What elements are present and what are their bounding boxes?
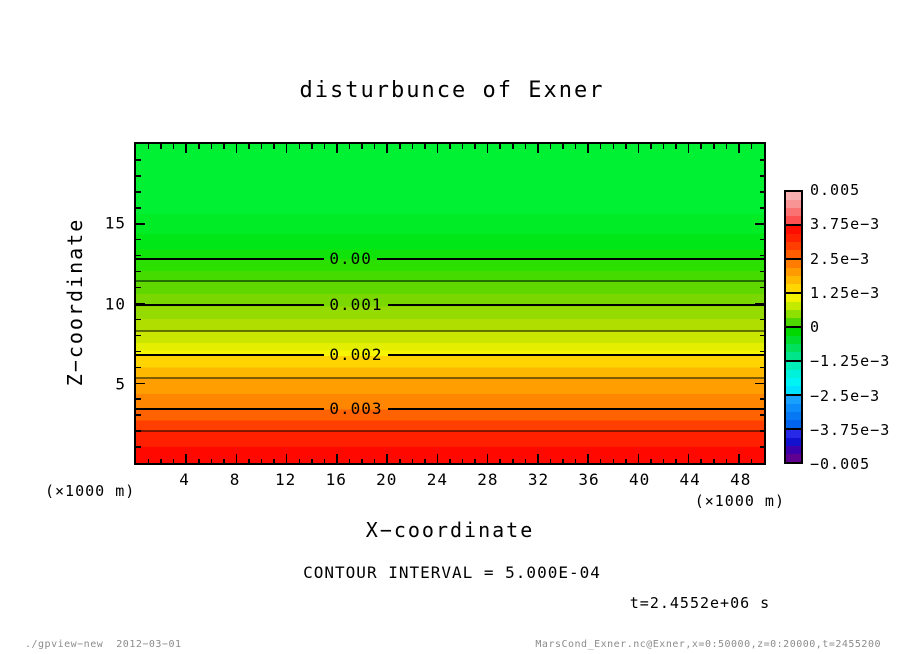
x-minor-tick (424, 459, 426, 464)
x-minor-tick (675, 144, 677, 149)
x-minor-tick (713, 459, 715, 464)
z-minor-tick (136, 319, 141, 321)
x-minor-tick (613, 144, 615, 149)
x-major-tick (688, 454, 690, 463)
z-minor-tick (760, 271, 765, 273)
z-minor-tick (760, 430, 765, 432)
colorbar-color-step (786, 208, 801, 216)
x-minor-tick (160, 459, 162, 464)
x-minor-tick (675, 459, 677, 464)
x-minor-tick (650, 459, 652, 464)
x-minor-tick (311, 144, 313, 149)
z-major-tick (755, 383, 764, 385)
contour-line-segment (136, 431, 764, 432)
z-minor-tick (760, 239, 765, 241)
z-minor-tick (136, 430, 141, 432)
x-minor-tick (374, 459, 376, 464)
x-minor-tick (248, 144, 250, 149)
x-minor-tick (148, 459, 150, 464)
z-minor-tick (760, 159, 765, 161)
x-minor-tick (299, 459, 301, 464)
x-minor-tick (223, 144, 225, 149)
contour-line (136, 431, 764, 432)
z-major-tick (136, 303, 145, 305)
x-minor-tick (700, 144, 702, 149)
x-major-tick (386, 454, 388, 463)
x-tick-label: 32 (527, 470, 550, 489)
x-major-tick (487, 454, 489, 463)
contour-label: 0.003 (329, 398, 383, 418)
x-minor-tick (173, 144, 175, 149)
plot-area (134, 142, 766, 465)
x-minor-tick (512, 144, 514, 149)
colorbar-color-step (786, 250, 801, 258)
contour-label: 0.002 (329, 344, 383, 364)
z-major-tick (136, 383, 145, 385)
x-minor-tick (248, 459, 250, 464)
z-minor-tick (760, 255, 765, 257)
x-minor-tick (273, 459, 275, 464)
colorbar-color-step (786, 396, 801, 404)
x-minor-tick (361, 459, 363, 464)
x-minor-tick (311, 459, 313, 464)
x-minor-tick (600, 459, 602, 464)
contour-line (136, 281, 764, 282)
colorbar-tick-label: −0.005 (810, 455, 871, 473)
z-minor-tick (136, 255, 141, 257)
colorbar-color-step (786, 370, 801, 378)
x-minor-tick (562, 459, 564, 464)
colorbar-segment (786, 294, 801, 328)
z-minor-tick (760, 414, 765, 416)
z-minor-tick (136, 271, 141, 273)
x-tick-label: 40 (628, 470, 651, 489)
colorbar-color-step (786, 454, 801, 462)
x-minor-tick (751, 144, 753, 149)
x-minor-tick (412, 144, 414, 149)
x-major-tick (638, 454, 640, 463)
contour-line (136, 398, 764, 418)
y-tick-label: 10 (104, 294, 126, 313)
x-minor-tick (663, 144, 665, 149)
x-minor-tick (613, 459, 615, 464)
contour-interval-note: CONTOUR INTERVAL = 5.000E-04 (303, 563, 601, 582)
contour-line-segment (388, 304, 764, 306)
colorbar-color-step (786, 216, 801, 224)
x-minor-tick (399, 144, 401, 149)
x-minor-tick (550, 144, 552, 149)
y-tick-label: 5 (115, 374, 126, 394)
colorbar-color-step (786, 344, 801, 352)
chart-title: disturbunce of Exner (299, 78, 605, 103)
colorbar-segment (786, 260, 801, 294)
x-minor-tick (512, 459, 514, 464)
contour-line-segment (136, 304, 324, 306)
time-annotation: t=2.4552e+06 s (629, 594, 771, 612)
x-minor-tick (700, 459, 702, 464)
colorbar-segment (786, 328, 801, 362)
x-minor-tick (449, 144, 451, 149)
x-major-tick (386, 144, 388, 153)
colorbar-tick-label: 1.25e−3 (810, 283, 881, 302)
colorbar-color-step (786, 318, 801, 326)
z-minor-tick (136, 351, 141, 353)
x-minor-tick (575, 459, 577, 464)
axis-unit-right: (×1000 m) (694, 492, 785, 510)
colorbar-color-step (786, 404, 801, 412)
x-major-tick (236, 454, 238, 463)
x-tick-label: 12 (275, 470, 297, 489)
x-minor-tick (361, 144, 363, 149)
x-minor-tick (211, 459, 213, 464)
z-minor-tick (136, 414, 141, 416)
x-minor-tick (324, 459, 326, 464)
contour-label: 0.001 (329, 295, 383, 315)
x-tick-label: 44 (679, 470, 701, 489)
colorbar-color-step (786, 310, 801, 318)
x-tick-label: 16 (325, 470, 347, 489)
contour-line-segment (136, 408, 324, 410)
x-minor-tick (261, 144, 263, 149)
x-major-tick (236, 144, 238, 153)
z-minor-tick (136, 446, 141, 448)
x-major-tick (286, 144, 288, 153)
x-axis-label: X−coordinate (365, 518, 535, 542)
colorbar-color-step (786, 378, 801, 386)
x-major-tick (336, 454, 338, 463)
x-major-tick (487, 144, 489, 153)
x-minor-tick (550, 459, 552, 464)
x-tick-label: 48 (730, 470, 752, 489)
x-minor-tick (299, 144, 301, 149)
colorbar-tick-label: −1.25e−3 (810, 352, 891, 371)
colorbar-color-step (786, 234, 801, 242)
x-tick-label: 8 (229, 470, 241, 489)
x-minor-tick (374, 144, 376, 149)
y-axis-label: Z−coordinate (63, 217, 87, 387)
x-major-tick (738, 144, 740, 153)
colorbar-color-step (786, 200, 801, 208)
x-minor-tick (625, 144, 627, 149)
x-tick-label: 20 (376, 470, 398, 489)
contour-line-segment (136, 258, 324, 260)
contour-line-segment (388, 408, 764, 410)
colorbar-segment (786, 396, 801, 430)
contour-line-segment (377, 258, 764, 260)
footer-command-date: ./gpview−new 2012−03−01 (25, 639, 182, 650)
x-major-tick (587, 144, 589, 153)
x-minor-tick (562, 144, 564, 149)
z-minor-tick (136, 175, 141, 177)
colorbar-color-step (786, 420, 801, 428)
colorbar-segment (786, 226, 801, 260)
z-major-tick (755, 303, 764, 305)
contour-line (136, 248, 764, 268)
colorbar-color-step (786, 328, 801, 336)
x-tick-label: 4 (179, 470, 190, 489)
x-minor-tick (462, 459, 464, 464)
colorbar-color-step (786, 438, 801, 446)
colorbar-color-step (786, 242, 801, 250)
colorbar-color-step (786, 412, 801, 420)
colorbar-color-step (786, 294, 801, 302)
x-major-tick (587, 454, 589, 463)
contour-label: 0.00 (329, 248, 372, 268)
x-minor-tick (751, 459, 753, 464)
x-major-tick (336, 144, 338, 153)
colorbar-color-step (786, 276, 801, 284)
x-major-tick (437, 144, 439, 153)
colorbar-tick-label: −2.5e−3 (810, 386, 881, 405)
x-minor-tick (474, 144, 476, 149)
footer-dataset-info: MarsCond_Exner.nc@Exner,x=0:50000,z=0:20000,t=2455200 (535, 639, 881, 650)
z-minor-tick (760, 367, 765, 369)
z-minor-tick (136, 367, 141, 369)
contour-line (136, 297, 764, 313)
x-major-tick (638, 144, 640, 153)
z-minor-tick (136, 398, 141, 400)
x-minor-tick (525, 459, 527, 464)
z-minor-tick (760, 446, 765, 448)
colorbar-color-step (786, 268, 801, 276)
x-major-tick (185, 144, 187, 153)
x-major-tick (537, 454, 539, 463)
z-minor-tick (760, 191, 765, 193)
colorbar-color-step (786, 260, 801, 268)
x-minor-tick (148, 144, 150, 149)
x-major-tick (537, 144, 539, 153)
x-minor-tick (474, 459, 476, 464)
x-minor-tick (726, 459, 728, 464)
x-major-tick (185, 454, 187, 463)
x-minor-tick (261, 459, 263, 464)
z-major-tick (755, 223, 764, 225)
contour-line (136, 378, 764, 379)
x-minor-tick (726, 144, 728, 149)
x-minor-tick (713, 144, 715, 149)
x-minor-tick (273, 144, 275, 149)
colorbar (784, 190, 803, 464)
x-minor-tick (525, 144, 527, 149)
x-minor-tick (160, 144, 162, 149)
z-minor-tick (760, 335, 765, 337)
colorbar-color-step (786, 284, 801, 292)
contour-line-segment (136, 378, 764, 379)
colorbar-segment (786, 192, 801, 226)
z-minor-tick (136, 191, 141, 193)
colorbar-tick-label: 0 (810, 318, 821, 336)
z-minor-tick (760, 175, 765, 177)
x-minor-tick (198, 144, 200, 149)
z-minor-tick (760, 398, 765, 400)
x-minor-tick (650, 144, 652, 149)
colorbar-segment (786, 430, 801, 462)
z-minor-tick (136, 207, 141, 209)
x-minor-tick (575, 144, 577, 149)
x-minor-tick (349, 144, 351, 149)
x-minor-tick (462, 144, 464, 149)
contour-line-segment (136, 281, 764, 282)
x-minor-tick (324, 144, 326, 149)
x-minor-tick (600, 144, 602, 149)
x-tick-label: 24 (426, 470, 448, 489)
z-minor-tick (760, 207, 765, 209)
colorbar-color-step (786, 352, 801, 360)
colorbar-color-step (786, 386, 801, 394)
colorbar-color-step (786, 362, 801, 370)
x-minor-tick (424, 144, 426, 149)
y-tick-label: 15 (104, 213, 126, 233)
z-minor-tick (760, 319, 765, 321)
x-minor-tick (349, 459, 351, 464)
colorbar-segment (786, 362, 801, 396)
colorbar-color-step (786, 302, 801, 310)
z-minor-tick (760, 351, 765, 353)
z-minor-tick (136, 239, 141, 241)
contour-line (136, 344, 764, 364)
z-minor-tick (136, 335, 141, 337)
contour-line-segment (136, 330, 764, 331)
x-major-tick (286, 454, 288, 463)
x-tick-label: 36 (578, 470, 600, 489)
x-minor-tick (412, 459, 414, 464)
x-minor-tick (625, 459, 627, 464)
colorbar-color-step (786, 446, 801, 454)
colorbar-color-step (786, 430, 801, 438)
x-minor-tick (223, 459, 225, 464)
colorbar-color-step (786, 226, 801, 234)
z-minor-tick (760, 287, 765, 289)
x-minor-tick (499, 144, 501, 149)
z-minor-tick (136, 287, 141, 289)
axis-unit-left: (×1000 m) (45, 482, 136, 500)
x-minor-tick (663, 459, 665, 464)
x-tick-label: 28 (477, 470, 499, 489)
z-minor-tick (136, 159, 141, 161)
x-major-tick (688, 144, 690, 153)
colorbar-tick-label: 2.5e−3 (810, 249, 871, 268)
x-minor-tick (399, 459, 401, 464)
x-minor-tick (211, 144, 213, 149)
z-major-tick (136, 223, 145, 225)
x-major-tick (738, 454, 740, 463)
contour-line (136, 330, 764, 331)
x-minor-tick (449, 459, 451, 464)
colorbar-color-step (786, 192, 801, 200)
colorbar-tick-label: −3.75e−3 (810, 420, 891, 439)
contour-line-segment (388, 354, 764, 356)
colorbar-tick-label: 0.005 (810, 181, 861, 199)
colorbar-color-step (786, 336, 801, 344)
x-major-tick (437, 454, 439, 463)
x-minor-tick (198, 459, 200, 464)
x-minor-tick (173, 459, 175, 464)
contour-line-segment (136, 354, 324, 356)
x-minor-tick (499, 459, 501, 464)
colorbar-tick-label: 3.75e−3 (810, 215, 881, 234)
